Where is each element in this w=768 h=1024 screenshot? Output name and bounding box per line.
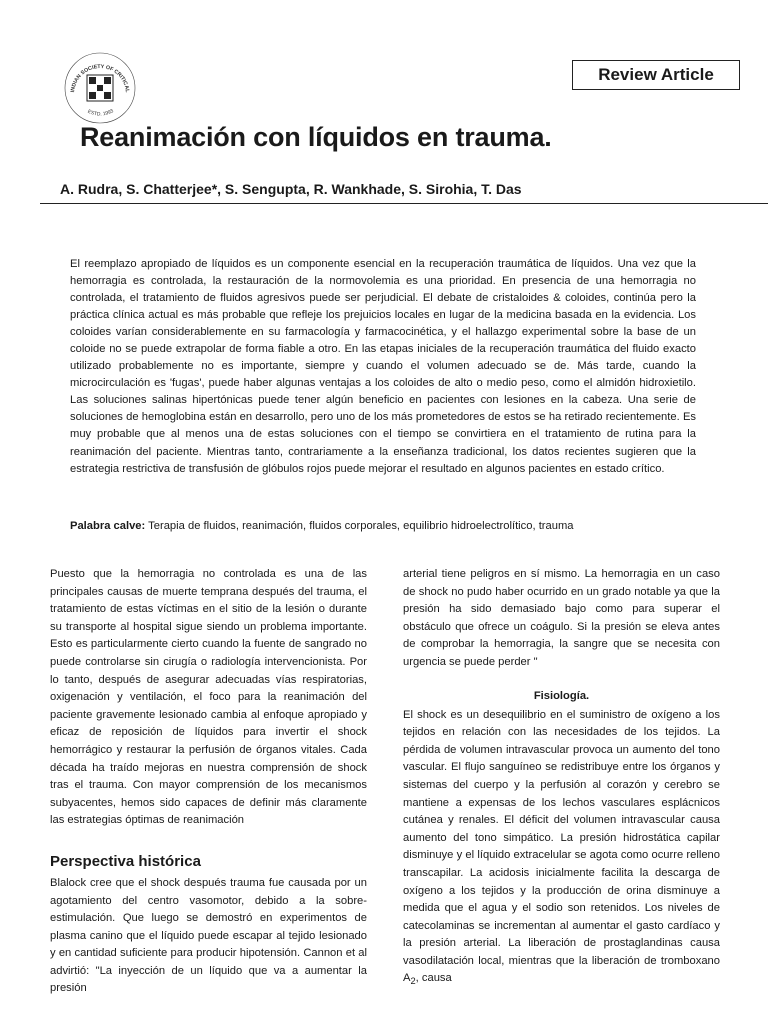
svg-text:INDIAN SOCIETY OF CRITICAL CAR bbox=[62, 50, 130, 94]
society-seal bbox=[62, 50, 138, 126]
article-title: Reanimación con líquidos en trauma. bbox=[80, 122, 552, 152]
right-column bbox=[403, 566, 720, 991]
keywords-label: Palabra calve: bbox=[70, 520, 146, 532]
left-column bbox=[50, 566, 367, 998]
abstract: El reemplazo apropiado de líquidos es un componente esencial en la recuperación traumática de líquidos. Una vez que la hemorragia es controlada, la restauración de la normovolemia es una prioridad. En presencia de una hemorragia no controlada, el tratamiento de fluidos agresivos puede ser perjudicial. El debate de cristaloides & coloides, continúa pero la práctica clínica actual es más probable que refleje los prejuicios locales en lugar de la medicina basada en la evidencia. Los coloides varían considerablemente en su farmacología y farmacocinética, y el hallazgo experimental sobre la base de un coloide no se puede extrapolar de forma fiable a otro. En las etapas iniciales de la recuperación traumática del fluido exacto utilizado probablemente no es importante, siempre y cuando el volumen adecuado se de. Más tarde, cuando la microcirculación es 'fugas', puede haber algunas ventajas a los coloides de alto o medio peso, como el almidón hidroxietilo. Las soluciones salinas hipertónicas puede tener algún beneficio en pacientes con lesiones en la cabeza. Una serie de soluciones de hemoglobina están en desarrollo, pero uno de los más prometedores de estos se ha retirado recientemente. Es muy probable que al menos una de estas soluciones con el tiempo se convirtiera en el tratamiento de rutina para la reanimación del paciente. Mientras tanto, contrariamente a la enseñanza tradicional, los datos recientes sugieren que la estrategia restrictiva de transfusión de glóbulos rojos puede mejorar el resultado en algunos pacientes en estado crítico. bbox=[70, 258, 696, 475]
history-paragraph: Blalock cree que el shock después trauma fue causada por un agotamiento del centro vasomotor, debido a la sobre-estimulación. Que luego se demostró en experimentos de plasma canino que el líquido puede escapar al tejido lesionado y en cantidad suficiente para producir hipotensión. Cannon et al advirtió: "La inyección de un líquido que va a aumentar la presión bbox=[50, 876, 367, 995]
physiology-text-end: , causa bbox=[415, 972, 452, 985]
keywords-text: Terapia de fluidos, reanimación, fluidos corporales, equilibrio hidroelectrolítico, trauma bbox=[145, 520, 574, 532]
physiology-paragraph bbox=[403, 707, 720, 992]
svg-text:ESTD. 1993 bbox=[87, 108, 115, 118]
keywords-line bbox=[70, 518, 710, 534]
physiology-heading: Fisiología. bbox=[533, 689, 590, 702]
seal-established: ESTD. 1993 bbox=[86, 108, 115, 118]
seal-emblem-icon bbox=[62, 50, 138, 126]
header-divider bbox=[40, 203, 768, 204]
continuation-paragraph: arterial tiene peligros en sí mismo. La hemorragia en un caso de shock no pudo haber ocurrido en un grado notable ya que la presión ha sido demasiado bajo como para superar el obstáculo que ofrece un coágulo. Si la presión se eleva antes de comprobar la hemorragia, la sangre que se necesita con urgencia se puede perder " bbox=[403, 568, 720, 668]
article-type-badge: Review Article bbox=[572, 60, 740, 90]
introduction-paragraph: Puesto que la hemorragia no controlada es una de las principales causas de muerte temprana después del trauma, el tratamiento de estas víctimas en el sitio de la lesión o durante su transporte al hospital sigue siendo un problema importante. Esto es particularmente cierto cuando la fuente de sangrado no puede controlarse sin cirugía o radiología intervencionista. Por lo tanto, después de asegurar adecuadas vías respiratorias, oxigenación y ventilación, el foco para la reanimación del paciente gravemente lesionado cambia al enfoque apropiado y eficaz de reposición de líquidos para invertir el shock hemorrágico y restaurar la perfusión de órganos vitales. Cada década ha traído mejoras en nuestra comprensión de shock tras el trauma. Con mayor comprensión de los mecanismos subyacentes, hemos sido capaces de definir más claramente las estrategias óptimas de reanimación bbox=[50, 568, 367, 827]
physiology-subscript: 2 bbox=[410, 976, 416, 987]
author-list: A. Rudra, S. Chatterjee*, S. Sengupta, R. Wankhade, S. Sirohia, T. Das bbox=[60, 181, 522, 197]
seal-text: INDIAN SOCIETY OF CRITICAL bbox=[70, 63, 130, 93]
physiology-text: El shock es un desequilibrio en el suministro de oxígeno a los tejidos en relación con las necesidades de los tejidos. La pérdida de volumen intravascular provoca un aumento del tono vascular. El flujo sanguíneo se redistribuye entre los órganos y sistemas del cuerpo y la perfusión al corazón y cerebro se mantiene a expensas de los lechos vasculares esplácnicos cutánea y renales. El déficit del volumen intravascular causa aumento del tono simpático. La presión hidrostática capilar disminuye y el líquido extracelular se agota como ocurre relleno transcapilar. La acidosis inicialmente facilita la descarga de oxígeno a los tejidos y la producción de orina disminuye a medida que el agua y el sodio son retenidos. Los niveles de catecolaminas se incrementan al aumentar el gasto cardíaco y la presión arterial. La liberación de prostaglandinas causa vasodilatación local, mientras que la liberación de tromboxano A bbox=[403, 708, 720, 985]
history-heading: Perspectiva histórica bbox=[50, 852, 201, 870]
